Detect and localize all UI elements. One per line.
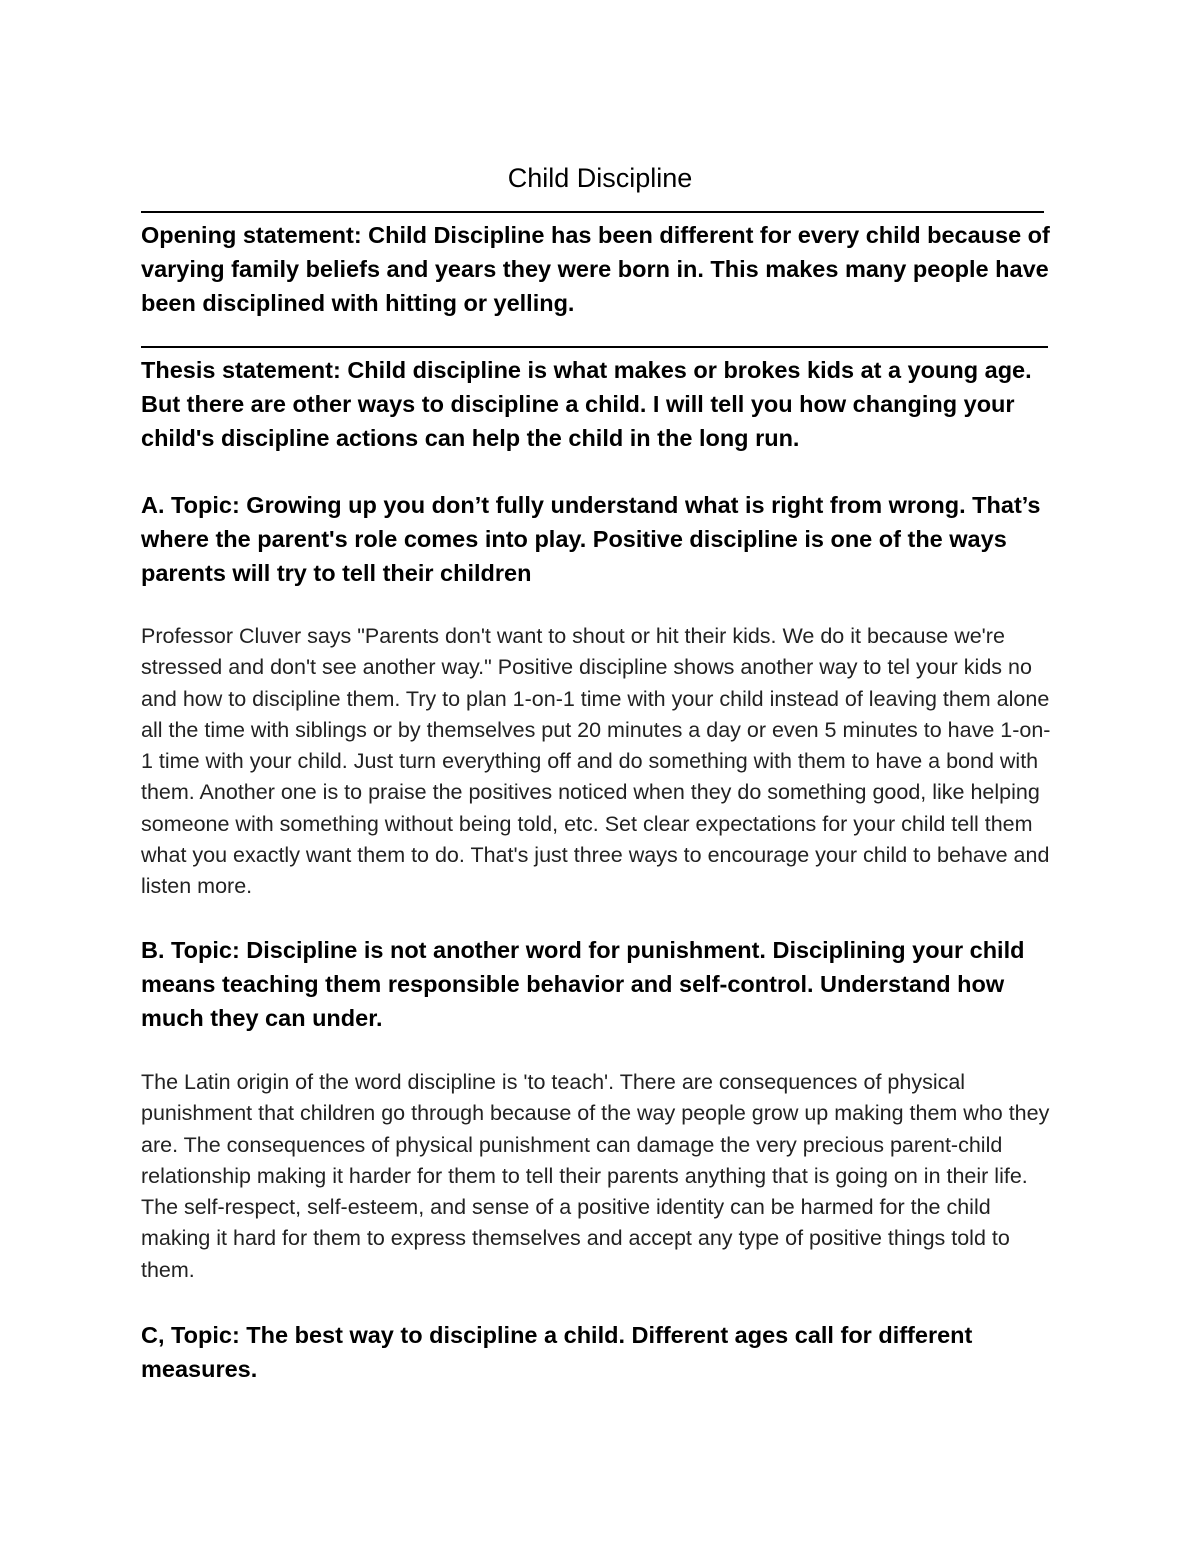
topic-a-paragraph: Professor Cluver says "Parents don't want to shout or hit their kids. We do it because we're stressed and don't see another way." Positive discipline shows another way to tel your kids no and how to discipline them. Try to plan 1-on-1 time with your child instead of leaving them alone all the time with siblings or by themselves put 20 minutes a day or even 5 minutes to have 1-on-1 time with your child. Just turn everything off and do something with them to have a bond with them. Another one is to praise the positives noticed when they do something good, like helping someone with something without being told, etc. Set clear expectations for your child tell them what you exactly want them to do. That's just three ways to encourage your child to behave and listen more. (141, 624, 1051, 899)
topic-b-paragraph: The Latin origin of the word discipline is 'to teach'. There are consequences of physical punishment that children go through because of the way people grow up making them who they are. The consequences of physical punishment can damage the very precious parent-child relationship making it harder for them to tell their parents anything that is going on in their life. The self-respect, self-esteem, and sense of a positive identity can be harmed for the child making it hard for them to express themselves and accept any type of positive things told to them. (141, 1070, 1050, 1282)
divider-line (141, 346, 1048, 348)
topic-c-heading: C, Topic: The best way to discipline a child. Different ages call for different measures. (141, 1322, 973, 1382)
thesis-statement: Thesis statement: Child discipline is what makes or brokes kids at a young age. But there are other ways to discipline a child. I will tell you how changing your child's discipline actions can help the child in the long run. (141, 357, 1032, 451)
divider-line (141, 211, 1044, 213)
opening-statement: Opening statement: Child Discipline has been different for every child because of varying family beliefs and years they were born in. This makes many people have been disciplined with hitting or yelling. (141, 222, 1050, 316)
topic-a-heading: A. Topic: Growing up you don’t fully understand what is right from wrong. That’s where the parent's role comes into play. Positive discipline is one of the ways parents will try to tell their children (141, 492, 1041, 586)
topic-b-heading: B. Topic: Discipline is not another word for punishment. Disciplining your child means teaching them responsible behavior and self-control. Understand how much they can under. (141, 937, 1025, 1031)
document-title: Child Discipline (507, 163, 693, 194)
